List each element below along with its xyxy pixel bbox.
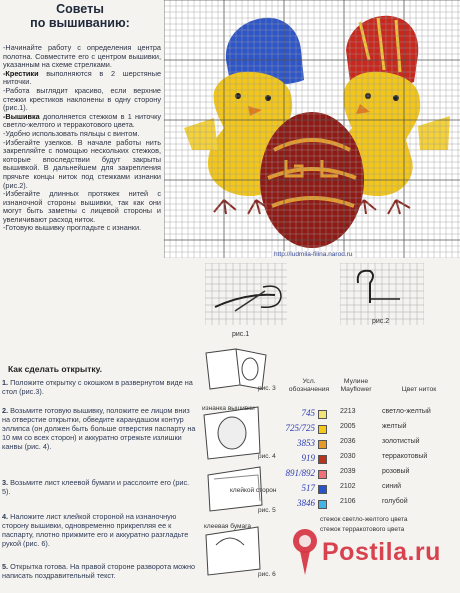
- tip-text: выполняются в 2 шерстяные ниточки.: [3, 68, 161, 87]
- pin-icon: [288, 527, 322, 577]
- legend-mouline-code: 2106: [340, 498, 356, 505]
- step-text: Открытка готова. На правой стороне разворота можно написать поздравительный текст.: [2, 562, 196, 580]
- legend-dmc-code: 3846: [297, 498, 315, 508]
- step-number: 1.: [2, 378, 9, 387]
- legend-color-name: розовый: [382, 468, 410, 475]
- tip-paragraph: [3, 70, 161, 87]
- howto-step: [2, 478, 198, 496]
- tip-text: -Избегайте длинных протяжек нитей с изнаночной стороны вышивки, так как они могут быть заметны с лицевой стороны и увеличивают расход ниток.: [3, 189, 161, 224]
- figure-6-caption: рис. 6: [258, 571, 276, 578]
- legend-swatch: [318, 410, 327, 419]
- figure-4-caption: рис. 4: [258, 453, 276, 460]
- tip-paragraph: [3, 113, 161, 130]
- legend-row: [280, 498, 460, 511]
- site-url: http://ludmila-filina.narod.ru: [274, 251, 353, 258]
- tips-title: [0, 2, 160, 30]
- legend-col-color: Цвет ниток: [401, 386, 437, 393]
- tips-panel: [0, 0, 163, 345]
- tip-text: -Начинайте работу с определения центра полотна. Совместите его с центром вышивки, указанным на схеме стрелками.: [3, 43, 161, 70]
- figure-3-caption: рис. 3: [258, 385, 276, 392]
- legend-mouline-code: 2036: [340, 438, 356, 445]
- tip-keyword: -Вышивка: [3, 111, 40, 121]
- legend-dmc-code: 919: [301, 453, 315, 463]
- tip-text: -Работа выглядит красиво, если верхние стежки крестиков наклонены в одну сторону (рис.1).: [3, 85, 161, 113]
- step-number: 5.: [2, 562, 9, 571]
- legend-row: [280, 438, 460, 451]
- stitch-grid: [164, 0, 460, 258]
- glue-side-label: клейкой сторон: [230, 487, 277, 494]
- legend-mouline-code: 2213: [340, 408, 356, 415]
- howto-step: [2, 562, 198, 580]
- howto-step: [2, 512, 198, 548]
- card-illustrations: [200, 345, 280, 588]
- legend-swatch: [318, 500, 327, 509]
- legend-swatch: [318, 425, 327, 434]
- legend-dmc-code: 3853: [297, 438, 315, 448]
- legend-mouline-code: 2039: [340, 468, 356, 475]
- figure-1-stitch-diagram: [205, 263, 287, 325]
- tips-title-line1: Советы: [56, 2, 104, 16]
- tip-paragraph: [3, 44, 161, 70]
- howto-title: Как сделать открытку.: [8, 364, 102, 374]
- figure-2-stitch-diagram: [340, 263, 424, 325]
- legend-color-name: желтый: [382, 423, 407, 430]
- tip-paragraph: [3, 139, 161, 191]
- card-label: изнанка вышивки: [202, 405, 255, 412]
- figure-1-caption: рис.1: [232, 331, 250, 338]
- legend-col-mouline: Мулине Mayflower: [340, 378, 372, 393]
- watermark-text: Postila.ru: [322, 538, 441, 566]
- stitch-note-1: стежок светло-желтого цвета: [320, 516, 408, 523]
- howto-step: [2, 406, 198, 451]
- figure-5-caption: рис. 5: [258, 507, 276, 514]
- legend-dmc-code: 517: [301, 483, 315, 493]
- howto-step: [2, 378, 198, 396]
- legend-color-name: терракотовый: [382, 453, 428, 460]
- legend-row: [280, 453, 460, 466]
- legend-swatch: [318, 470, 327, 479]
- step-number: 4.: [2, 512, 9, 521]
- tip-paragraph: [3, 224, 161, 233]
- tip-text: -Удобно использовать пяльцы с винтом.: [3, 128, 140, 138]
- step-text: Наложите лист клейкой стороной на изнаночную сторону вышивки, одновременно прикрепляя ее к паспарту, плотно прижмите его и аккуратно разгладьте рукой (рис. 6).: [2, 512, 189, 548]
- tip-text: -Готовую вышивку прогладьте с изнанки.: [3, 223, 142, 233]
- tip-text: -Избегайте узелков. В начале работы нить закрепляйте с помощью нескольких стежков, которые впоследствии будут закрыты вышивкой. В дальнейшем для закрепления прячьте концы ниток под стежками изнанки (рис.2).: [3, 137, 161, 190]
- legend-mouline-code: 2030: [340, 453, 356, 460]
- legend-mouline-code: 2102: [340, 483, 356, 490]
- legend-dmc-code: 891/892: [285, 468, 315, 478]
- legend-color-name: золотистый: [382, 438, 420, 445]
- legend-row: [280, 408, 460, 421]
- glue-paper-label: клеевая бумага: [204, 523, 251, 530]
- legend-row: [280, 483, 460, 496]
- step-number: 2.: [2, 406, 9, 415]
- stitch-note-2: стежок терракотового цвета: [320, 526, 405, 533]
- legend-dmc-code: 725/725: [285, 423, 315, 433]
- step-text: Возьмите готовую вышивку, положите ее лицом вниз на отверстие открытки, обведите карандашом контур эллипса (он должен быть больше отверстия паспарту на 10 мм со всех сторон) и аккуратно отрежьте излишки канвы (рис. 4).: [2, 406, 196, 451]
- card-steps-drawing: [200, 345, 280, 588]
- legend-row: [280, 423, 460, 436]
- legend-swatch: [318, 440, 327, 449]
- legend-color-name: голубой: [382, 498, 408, 505]
- tip-paragraph: [3, 190, 161, 224]
- figure-2-caption: рис.2: [372, 318, 390, 325]
- legend-col-symbol: Усл. обозначения: [288, 378, 330, 393]
- legend-swatch: [318, 485, 327, 494]
- legend-color-name: синий: [382, 483, 402, 490]
- cross-stitch-chart: [164, 0, 460, 258]
- tips-text: [3, 44, 161, 233]
- tip-keyword: -Крестики: [3, 68, 39, 78]
- step-text: Положите открытку с окошком в развернутом виде на стол (рис.3).: [2, 378, 193, 396]
- tip-paragraph: [3, 87, 161, 113]
- legend-row: [280, 468, 460, 481]
- step-text: Возьмите лист клеевой бумаги и расслоите его (рис. 5).: [2, 478, 190, 496]
- tip-text: дополняется стежком в 1 ниточку светло-желтого и терракотового цвета.: [3, 111, 161, 130]
- legend-mouline-code: 2005: [340, 423, 356, 430]
- step-number: 3.: [2, 478, 9, 487]
- thread-legend: [280, 378, 460, 533]
- watermark-logo: [288, 525, 460, 577]
- tips-title-line2: по вышиванию:: [30, 16, 130, 30]
- legend-color-name: светло-желтый: [382, 408, 431, 415]
- legend-dmc-code: 745: [301, 408, 315, 418]
- legend-swatch: [318, 455, 327, 464]
